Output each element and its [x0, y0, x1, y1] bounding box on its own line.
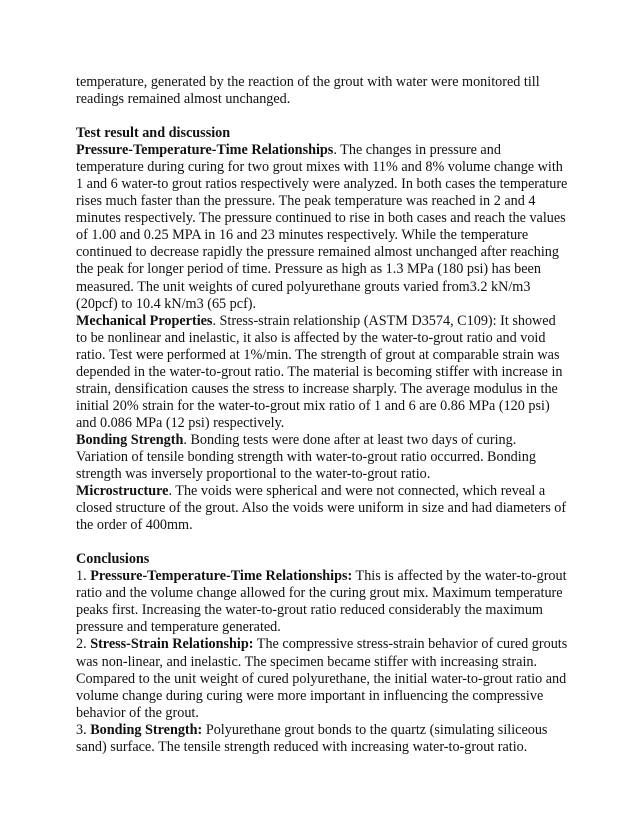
conclusion-number: 3.: [76, 721, 91, 738]
spacer: [76, 108, 568, 125]
ptt-text: . The changes in pressure and temperature during curing for two grout mixes with 11% and 8% volume change with 1 and 6 water-to grout ratios respectively were analyzed. In both cases the temperature rises much faster than the pressure. The peak temperature was reached in 2 and 4 minutes respectively. The pressure continued to rise in both cases and reach the values of 1.00 and 0.25 MPA in 16 and 23 minutes respectively. While the temperature continued to decrease rapidly the pressure remained almost unchanged after reaching the peak for longer period of time. Pressure as high as 1.3 MPa (180 psi) has been measured. The unit weights of cured polyurethane grouts varied from3.2 kN/m3 (20pcf) to 10.4 kN/m3 (65 pcf).: [76, 142, 568, 312]
intro-paragraph: temperature, generated by the reaction of the grout with water were monitored till readings remained almost unchanged.: [76, 74, 540, 108]
conclusion-title: Bonding Strength:: [90, 721, 203, 738]
ptt-paragraph: [76, 142, 568, 312]
conclusion-title: Stress-Strain Relationship:: [90, 636, 254, 653]
conclusion-text: Polyurethane grout bonds to the quartz (simulating siliceous sand) surface. The tensile strength reduced with increasing water-to-grout ratio.: [76, 721, 548, 755]
ptt-title: Pressure-Temperature-Time Relationships: [76, 142, 334, 159]
mech-paragraph: [76, 313, 568, 432]
bond-title: Bonding Strength: [76, 431, 184, 448]
micro-text: . The voids were spherical and were not connected, which reveal a closed structure of the grout. Also the voids were uniform in size and had diameters of the order of 400mm.: [76, 483, 567, 534]
bond-text: . Bonding tests were done after at least two days of curing. Variation of tensile bonding strength with water-to-grout ratio occurred. Bonding strength was inversely proportional to the water-to-grout ratio.: [76, 431, 536, 483]
mech-text: . Stress-strain relationship (ASTM D3574, C109): It showed to be nonlinear and inelastic, it also is affected by the water-to-grout ratio and void ratio. Test were performed at 1%/min. The strength of grout at comparable strain was depended in the water-to-grout ratio. The material is becoming stiffer with increase in strain, densification causes the stress to increase sharply. The average modulus in the initial 20% strain for the water-to-grout mix ratio of 1 and 6 are 0.86 MPa (120 psi) and 0.086 MPa (12 psi) respectively.: [76, 312, 563, 431]
spacer: [76, 534, 568, 551]
conclusion-item-3: [76, 722, 568, 756]
document-page: [76, 74, 568, 756]
mech-title: Mechanical Properties: [76, 312, 213, 329]
conclusion-number: 2.: [76, 636, 91, 653]
conclusion-number: 1.: [76, 568, 91, 585]
micro-paragraph: [76, 483, 568, 534]
conclusion-item-1: [76, 568, 568, 636]
results-heading: Test result and discussion: [76, 125, 231, 142]
conclusion-item-2: [76, 636, 568, 721]
micro-title: Microstructure: [76, 483, 169, 500]
bond-paragraph: [76, 432, 568, 483]
conclusions-heading: Conclusions: [76, 551, 150, 568]
conclusion-text: The compressive stress-strain behavior of cured grouts was non-linear, and inelastic. The specimen became stiffer with increasing strain. Compared to the unit weight of cured polyurethane, the initial water-to-grout ratio and volume change during curing were more important in influencing the compressive behavior of the grout.: [76, 636, 568, 721]
conclusion-text: This is affected by the water-to-grout ratio and the volume change allowed for the curing grout mix. Maximum temperature peaks first. Increasing the water-to-grout ratio reduced considerably the maximum pressure and temperature generated.: [76, 568, 567, 636]
conclusion-title: Pressure-Temperature-Time Relationships:: [90, 568, 353, 585]
